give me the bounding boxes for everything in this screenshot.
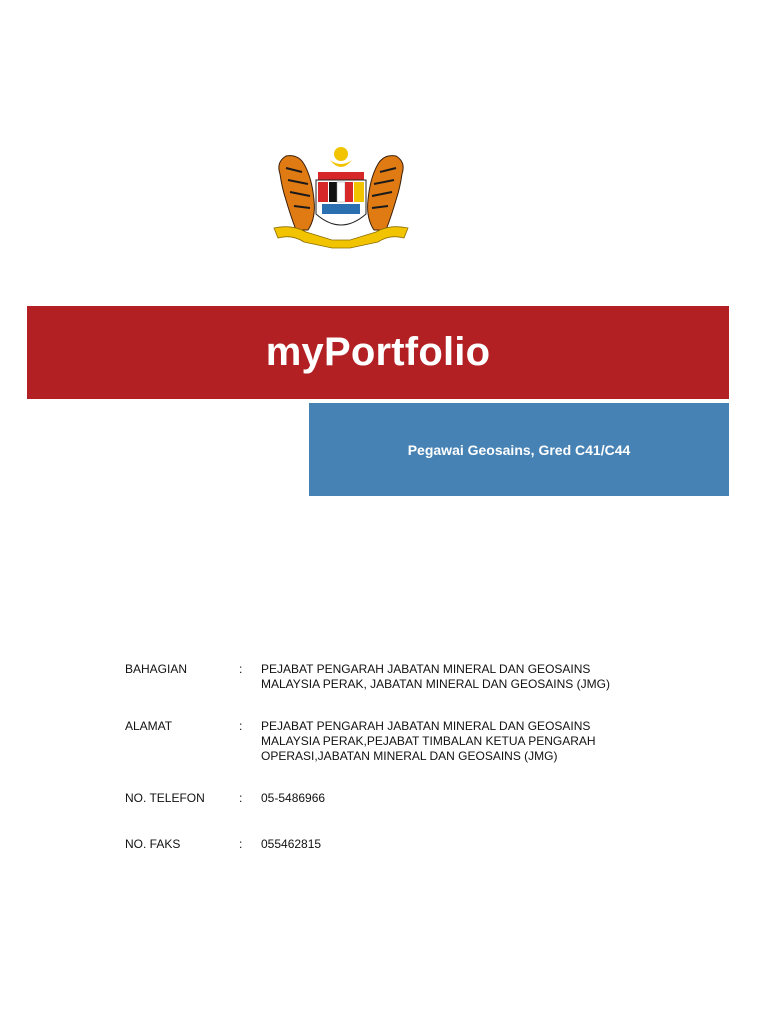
info-label: BAHAGIAN xyxy=(125,662,188,676)
coat-of-arms-logo xyxy=(272,144,410,252)
info-value: 05-5486966 xyxy=(261,791,326,805)
info-value: 055462815 xyxy=(261,837,322,851)
info-separator: : xyxy=(239,719,243,733)
info-row-bahagian xyxy=(125,662,685,692)
job-title: Pegawai Geosains, Gred C41/C44 xyxy=(407,441,631,458)
info-label: ALAMAT xyxy=(125,719,173,733)
info-row-telefon xyxy=(125,791,685,806)
info-table xyxy=(125,662,685,879)
info-separator: : xyxy=(239,837,243,851)
info-separator: : xyxy=(239,662,243,676)
page-title: myPortfolio xyxy=(265,330,491,374)
title-banner xyxy=(27,306,729,399)
info-row-faks xyxy=(125,837,685,852)
info-separator: : xyxy=(239,791,243,805)
info-label: NO. TELEFON xyxy=(125,791,205,805)
info-label: NO. FAKS xyxy=(125,837,181,851)
info-value: PEJABAT PENGARAH JABATAN MINERAL DAN GEOSAINS MALAYSIA PERAK, JABATAN MINERAL DAN GEOSAINS (JMG) xyxy=(261,662,610,691)
info-row-alamat xyxy=(125,719,685,764)
info-value: PEJABAT PENGARAH JABATAN MINERAL DAN GEOSAINS MALAYSIA PERAK,PEJABAT TIMBALAN KETUA PENGARAH OPERASI,JABATAN MINERAL DAN GEOSAINS (JMG) xyxy=(261,719,596,763)
subtitle-banner xyxy=(309,403,729,496)
